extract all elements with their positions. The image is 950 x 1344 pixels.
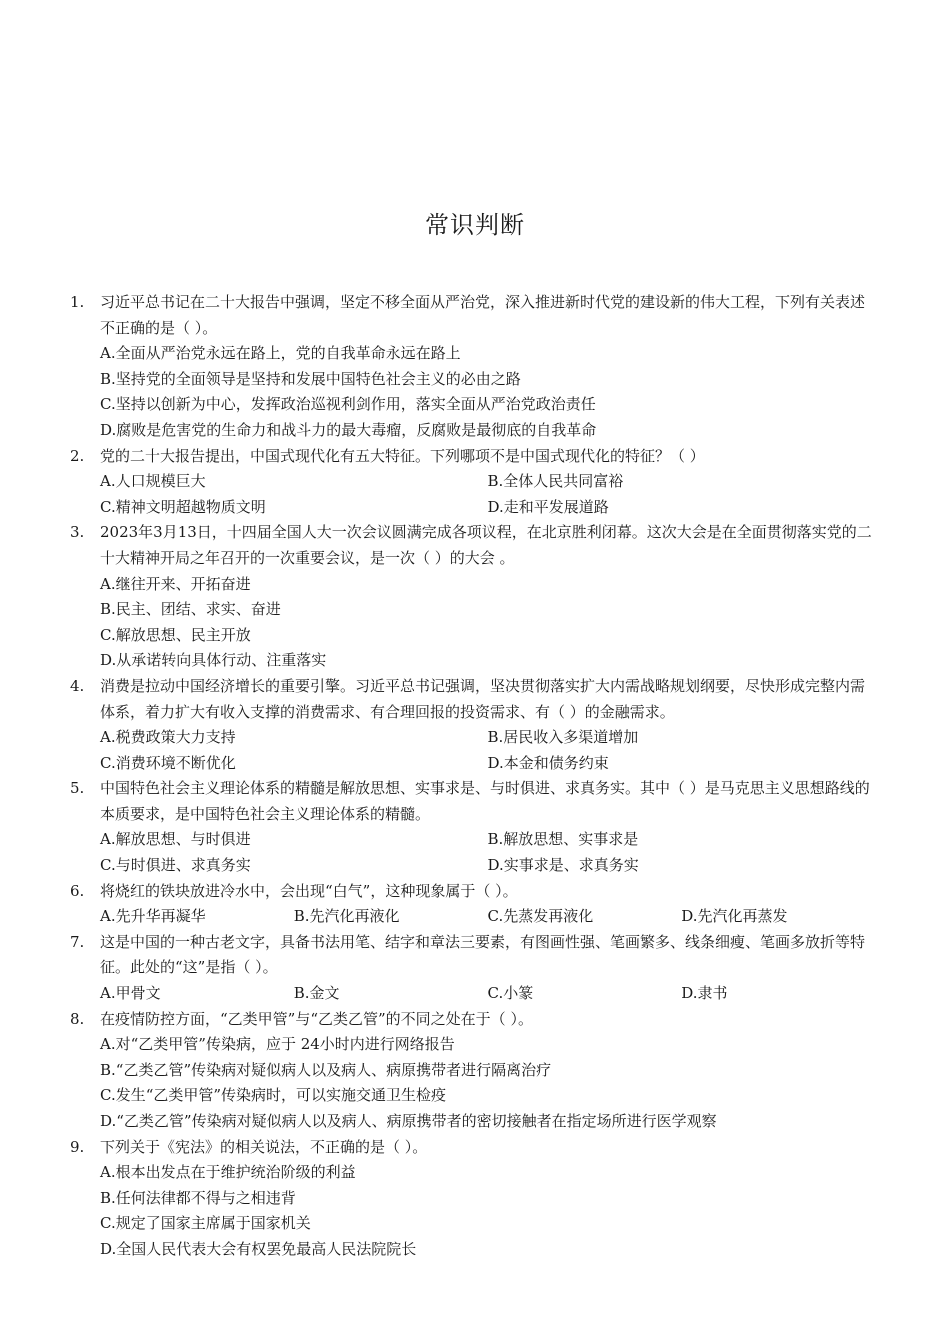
question-stem xyxy=(70,1135,875,1161)
question-number: 9. xyxy=(70,1137,85,1156)
option-c: C.解放思想、民主开放 xyxy=(100,625,251,644)
option-b: B.先汽化再液化 xyxy=(293,907,400,926)
question-9 xyxy=(70,1135,875,1263)
question-stem xyxy=(70,674,875,725)
question-5 xyxy=(70,776,875,878)
option-a: A.对“乙类甲管”传染病，应于 24小时内进行网络报告 xyxy=(100,1035,455,1054)
option-a: A.继往开来、开拓奋进 xyxy=(100,574,251,593)
question-4 xyxy=(70,674,875,776)
option-b: B.解放思想、实事求是 xyxy=(487,830,639,849)
option-d: D.隶书 xyxy=(681,984,728,1003)
question-stem xyxy=(70,290,875,341)
question-text: 在疫情防控方面，“乙类甲管”与“乙类乙管”的不同之处在于（ ）。 xyxy=(100,1009,533,1028)
option-d: D.“乙类乙管”传染病对疑似病人以及病人、病原携带者的密切接触者在指定场所进行医学观察 xyxy=(100,1112,717,1130)
question-stem xyxy=(70,930,875,981)
question-7 xyxy=(70,930,875,1007)
option-b: B.民主、团结、求实、奋进 xyxy=(100,600,281,619)
question-stem xyxy=(70,520,875,571)
question-1 xyxy=(70,290,875,444)
option-b: B.任何法律都不得与之相违背 xyxy=(100,1188,296,1207)
option-d: D.走和平发展道路 xyxy=(487,497,609,516)
question-number: 6. xyxy=(70,881,85,900)
question-text: 消费是拉动中国经济增长的重要引擎。习近平总书记强调，坚决贯彻落实扩大内需战略规划纲要，尽快形成完整内需体系，着力扩大有收入支撑的消费需求、有合理回报的投资需求、有（ ）的金融需求。 xyxy=(100,676,866,721)
option-b: B.金文 xyxy=(293,984,340,1003)
question-text: 这是中国的一种古老文字，具备书法用笔、结字和章法三要素，有图画性强、笔画繁多、线条细瘦、笔画多放折等特征。此处的“这”是指（ ）。 xyxy=(100,932,866,977)
question-text: 2023年3月13日，十四届全国人大一次会议圆满完成各项议程，在北京胜利闭幕。这次大会是在全面贯彻落实党的二十大精神开局之年召开的一次重要会议，是一次（ ）的大会 。 xyxy=(100,523,872,567)
question-number: 8. xyxy=(70,1009,85,1028)
option-c: C.精神文明超越物质文明 xyxy=(100,497,266,516)
option-c: C.坚持以创新为中心，发挥政治巡视利剑作用，落实全面从严治党政治责任 xyxy=(100,395,596,414)
question-8 xyxy=(70,1007,875,1135)
question-6 xyxy=(70,879,875,930)
option-c: C.消费环境不断优化 xyxy=(100,753,236,772)
question-text: 习近平总书记在二十大报告中强调，坚定不移全面从严治党，深入推进新时代党的建设新的伟大工程，下列有关表述不正确的是（ ）。 xyxy=(100,293,866,337)
option-row xyxy=(70,751,875,777)
option-a: A.解放思想、与时俱进 xyxy=(100,830,251,849)
option-d: D.腐败是危害党的生命力和战斗力的最大毒瘤，反腐败是最彻底的自我革命 xyxy=(100,420,597,439)
option-c: C.先蒸发再液化 xyxy=(487,907,594,926)
question-text: 党的二十大报告提出，中国式现代化有五大特征。下列哪项不是中国式现代化的特征？（ ） xyxy=(100,446,705,465)
question-number: 4. xyxy=(70,676,85,695)
option-c: C.规定了国家主席属于国家机关 xyxy=(100,1214,311,1233)
option-row xyxy=(70,469,875,495)
option-row xyxy=(70,827,875,853)
question-list xyxy=(70,290,875,1263)
option-a: A.人口规模巨大 xyxy=(100,472,206,491)
option-a: A.全面从严治党永远在路上，党的自我革命永远在路上 xyxy=(100,344,461,363)
option-a: A.税费政策大力支持 xyxy=(100,728,236,747)
option-b: B.“乙类乙管”传染病对疑似病人以及病人、病原携带者进行隔离治疗 xyxy=(100,1060,552,1079)
option-a: A.先升华再凝华 xyxy=(100,907,206,926)
option-row xyxy=(70,981,875,1007)
question-stem xyxy=(70,1007,875,1033)
option-d: D.实事求是、求真务实 xyxy=(487,856,639,875)
option-a: A.甲骨文 xyxy=(100,984,161,1003)
option-b: B.居民收入多渠道增加 xyxy=(487,728,639,747)
option-row xyxy=(70,853,875,879)
question-text: 将烧红的铁块放进冷水中，会出现“白气”，这种现象属于（ ）。 xyxy=(100,881,518,900)
question-stem xyxy=(70,444,875,470)
option-c: C.发生“乙类甲管”传染病时，可以实施交通卫生检疫 xyxy=(100,1086,447,1105)
question-stem xyxy=(70,776,875,827)
option-a: A.根本出发点在于维护统治阶级的利益 xyxy=(100,1163,356,1182)
option-row xyxy=(70,495,875,521)
option-d: D.本金和债务约束 xyxy=(487,753,609,772)
option-c: C.小篆 xyxy=(487,984,534,1003)
question-number: 5. xyxy=(70,779,85,798)
option-d: D.先汽化再蒸发 xyxy=(681,907,788,926)
question-number: 1. xyxy=(70,293,85,311)
option-b: B.坚持党的全面领导是坚持和发展中国特色社会主义的必由之路 xyxy=(100,369,521,388)
option-b: B.全体人民共同富裕 xyxy=(487,472,624,491)
question-text: 中国特色社会主义理论体系的精髓是解放思想、实事求是、与时俱进、求真务实。其中（ ）是马克思主义思想路线的本质要求，是中国特色社会主义理论体系的精髓。 xyxy=(100,779,870,823)
question-number: 7. xyxy=(70,932,85,951)
question-text: 下列关于《宪法》的相关说法，不正确的是（ ）。 xyxy=(100,1137,428,1156)
question-2 xyxy=(70,444,875,521)
page-title: 常识判断 xyxy=(425,211,525,239)
question-number: 3. xyxy=(70,523,85,542)
question-number: 2. xyxy=(70,446,85,465)
option-c: C.与时俱进、求真务实 xyxy=(100,856,251,875)
option-d: D.从承诺转向具体行动、注重落实 xyxy=(100,651,327,670)
question-3 xyxy=(70,520,875,674)
option-d: D.全国人民代表大会有权罢免最高人民法院院长 xyxy=(100,1239,417,1258)
question-stem xyxy=(70,879,875,905)
option-row xyxy=(70,904,875,930)
option-row xyxy=(70,725,875,751)
